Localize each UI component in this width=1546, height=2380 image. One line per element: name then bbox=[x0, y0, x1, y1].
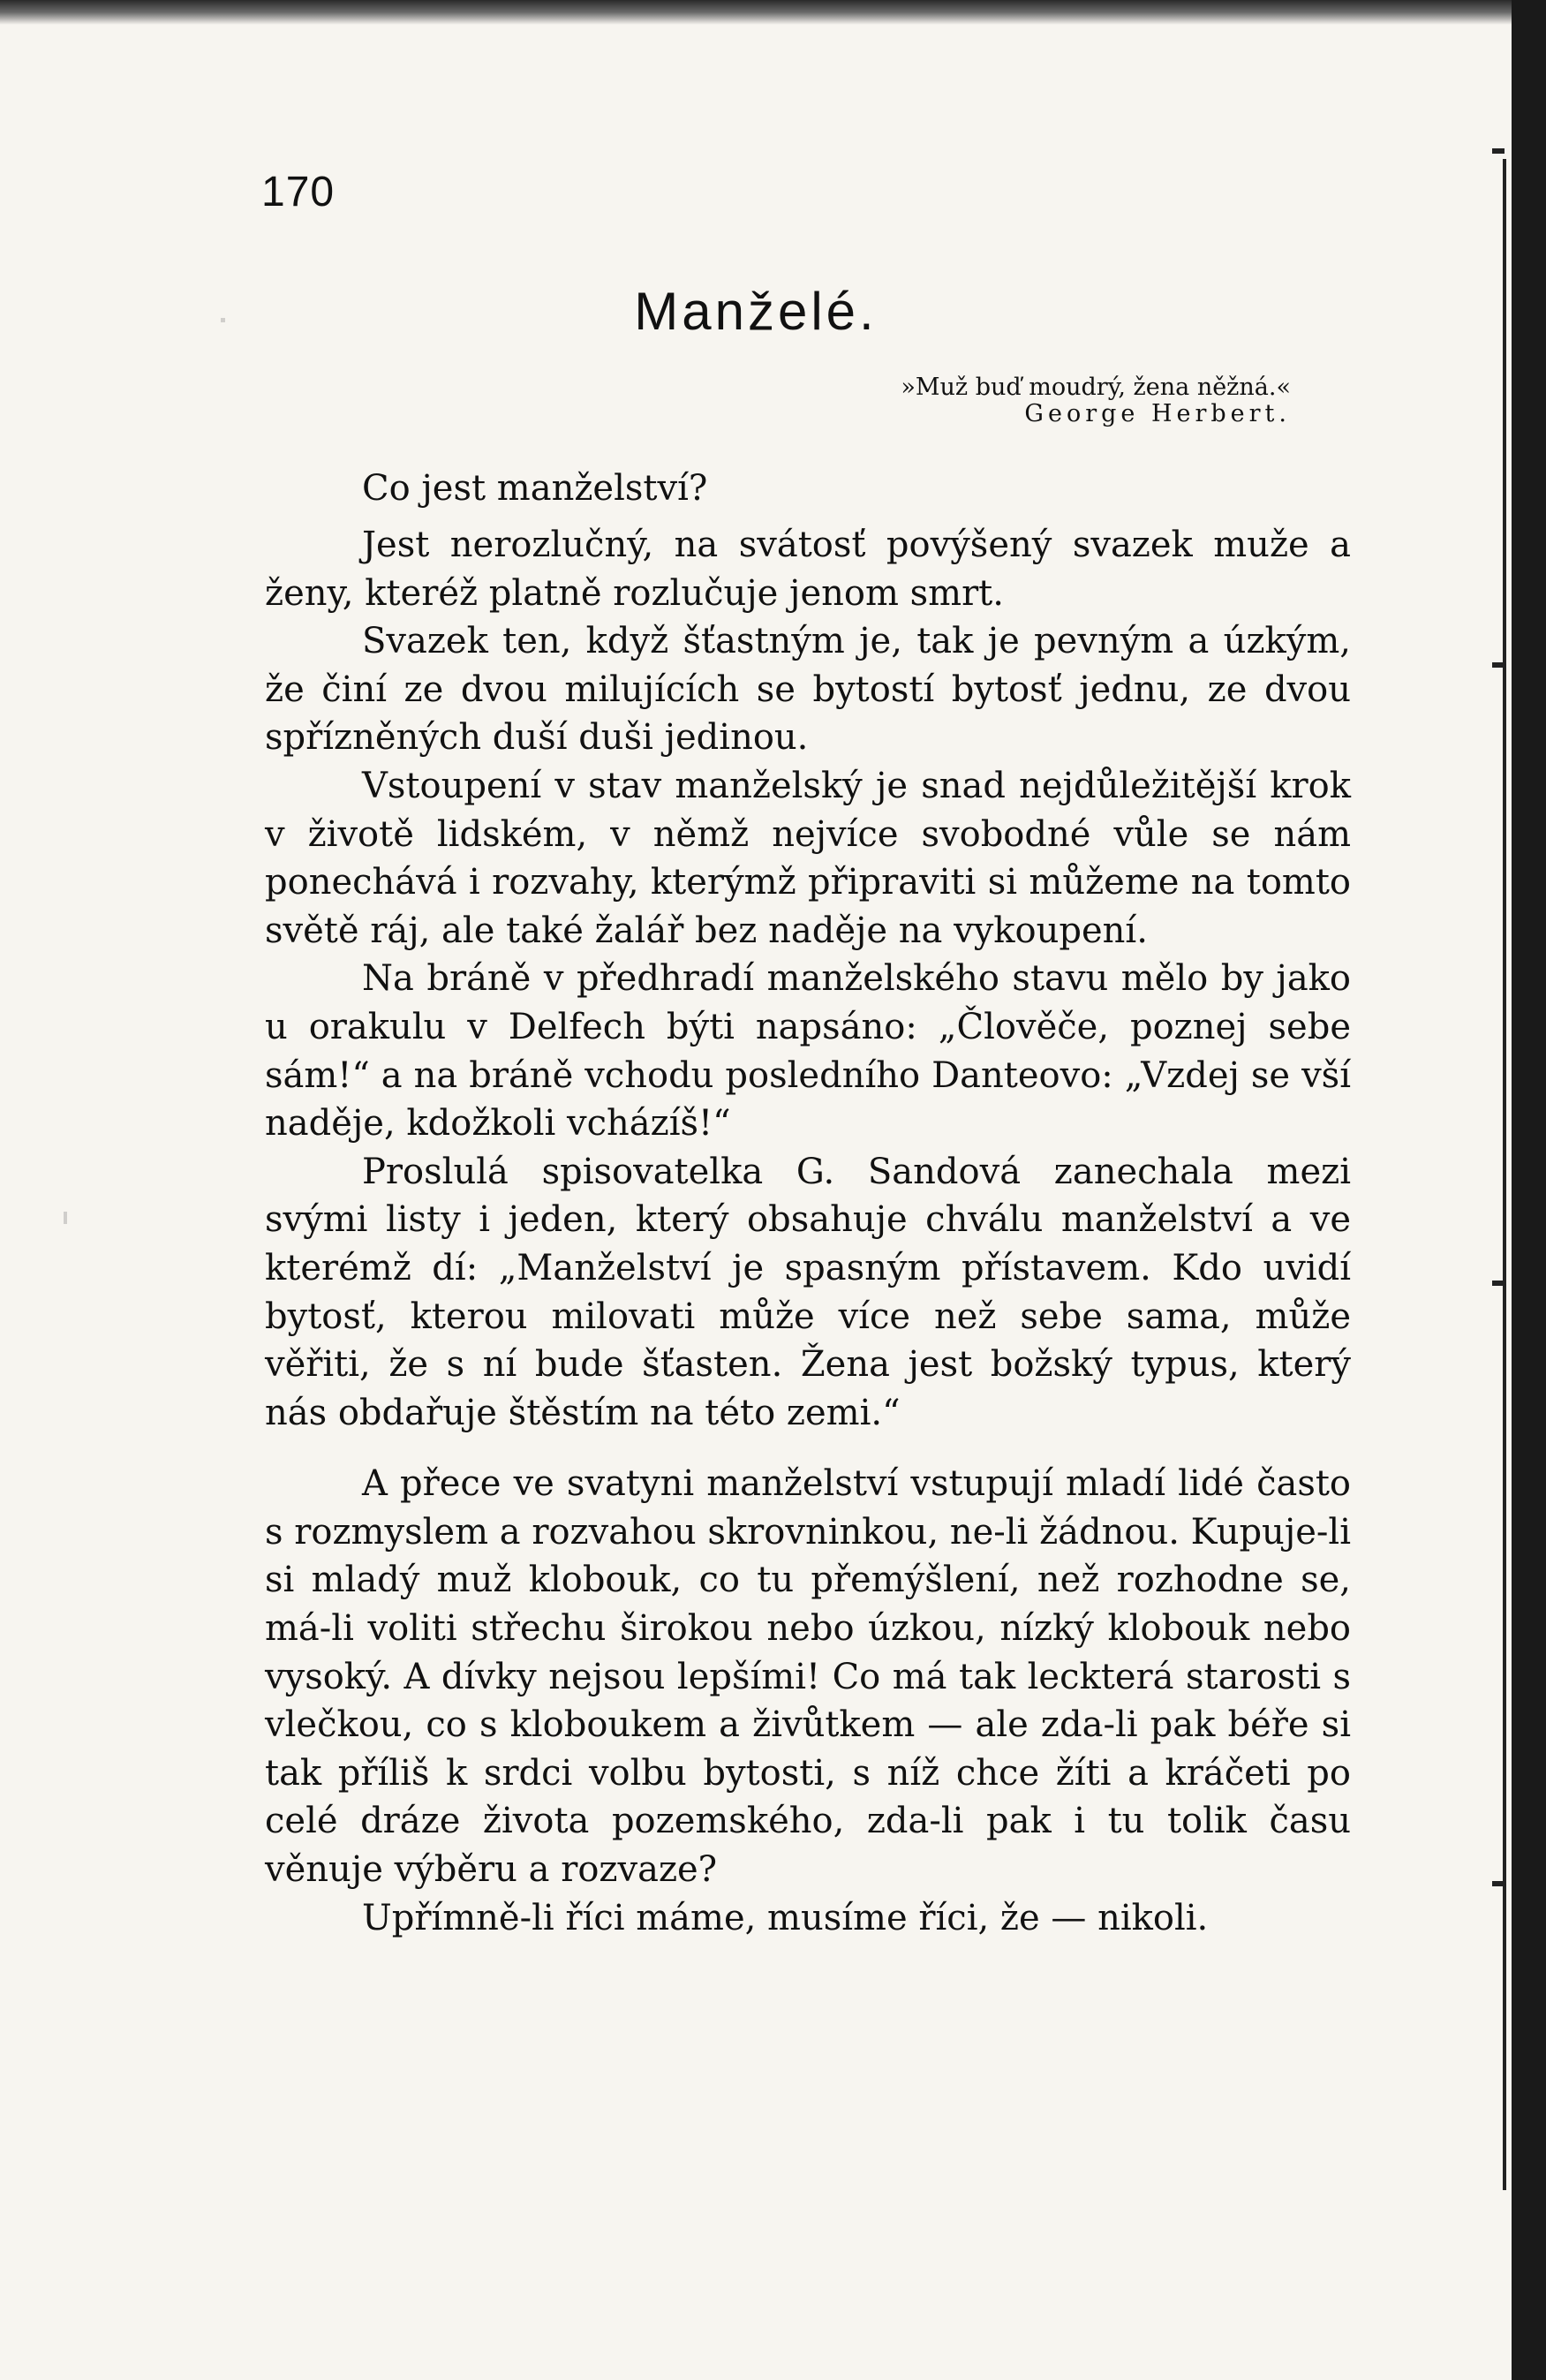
page-number: 170 bbox=[261, 169, 336, 215]
body-text bbox=[265, 521, 1351, 1942]
paragraph: A přece ve svatyni manželství vstupují mladí lidé často s rozmyslem a rozvahou skrovninkou, ne-li žádnou. Kupuje-li si mladý muž klobouk, co tu přemýšlení, než rozhodne se, má-li voliti střechu širokou nebo úzkou, nízký klobouk nebo vysoký. A dívky nejsou lepšími! Co má tak leckterá starosti s vlečkou, co s kloboukem a živůtkem — ale zda-li pak béře si tak příliš k srdci volbu bytosti, s níž chce žíti a kráčeti po celé dráze života pozemského, zda-li pak i tu tolik času věnuje výběru a rozvaze? bbox=[265, 1463, 1351, 1891]
paragraph: Vstoupení v stav manželský je snad nejdůležitější krok v životě lidském, v němž nejvíce svobodné vůle se nám ponechává i rozvahy, kterýmž připraviti si můžeme na tomto světě ráj, ale také žalář bez naděje na vykoupení. bbox=[265, 765, 1351, 951]
paragraph: Na bráně v předhradí manželského stavu mělo by jako u orakulu v Delfech býti napsáno: „Člověče, poznej sebe sám!“ a na bráně vchodu posledního Danteovo: „Vzdej se vší naděje, kdožkoli vcházíš!“ bbox=[265, 958, 1351, 1145]
paragraph: Upřímně-li říci máme, musíme říci, že — nikoli. bbox=[362, 1897, 1209, 1938]
paragraph: Svazek ten, když šťastným je, tak je pevným a úzkým, že činí ze dvou milujících se bytostí bytosť jednu, ze dvou spřízněných duší duši jedinou. bbox=[265, 621, 1351, 759]
binding-mark bbox=[1492, 1881, 1505, 1886]
binding-mark bbox=[1492, 148, 1505, 154]
epigraph bbox=[901, 374, 1291, 427]
epigraph-quote: »Muž buď moudrý, žena něžná.« bbox=[901, 374, 1291, 401]
paragraph: Proslulá spisovatelka G. Sandová zanechala mezi svými listy i jeden, který obsahuje chválu manželství a ve kterémž dí: „Manželství je spasným přístavem. Kdo uvidí bytosť, kterou milovati může více než sebe sama, může věřiti, že s ní bude šťasten. Žena jest božský typus, který nás obdařuje štěstím na této zemi.“ bbox=[265, 1151, 1351, 1433]
binding-mark bbox=[1492, 1281, 1505, 1286]
epigraph-author: George Herbert. bbox=[1024, 400, 1291, 427]
scan-top-edge bbox=[0, 0, 1512, 25]
opening-question: Co jest manželství? bbox=[362, 468, 708, 509]
paragraph: Jest nerozlučný, na svátosť povýšený svazek muže a ženy, kteréž platně rozlučuje jenom smrt. bbox=[265, 525, 1351, 614]
chapter-title: Manželé. bbox=[634, 282, 878, 341]
binding-mark bbox=[1492, 662, 1505, 668]
scan-speck bbox=[64, 1212, 67, 1224]
